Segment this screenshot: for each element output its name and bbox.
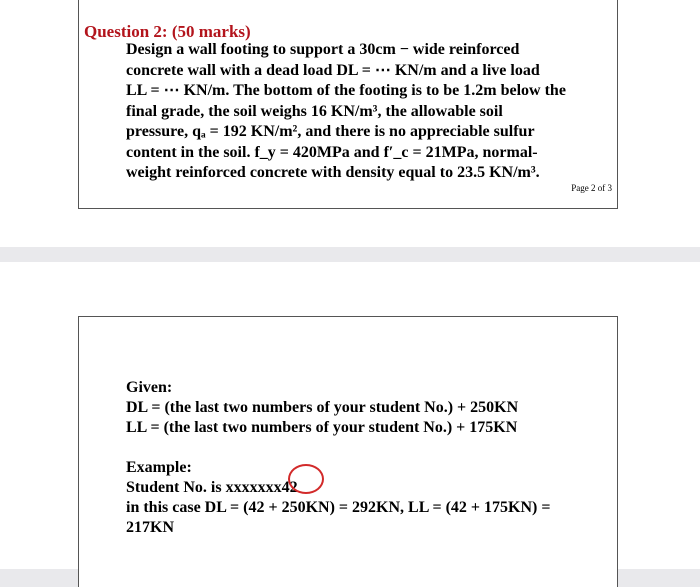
question-line-5: pressure, qₐ = 192 KN/m², and there is no appreciable sulfur bbox=[126, 123, 535, 140]
student-number-line: Student No. is xxxxxxx42 bbox=[126, 479, 298, 496]
question-line-1: Design a wall footing to support a 30cm − wide reinforced bbox=[126, 41, 520, 58]
question-line-6: content in the soil. f_y = 420MPa and f′_c = 21MPa, normal- bbox=[126, 143, 538, 161]
given-section bbox=[126, 378, 610, 538]
live-load-formula: LL = (the last two numbers of your student No.) + 175KN bbox=[126, 419, 518, 436]
highlight-circle-annotation bbox=[288, 464, 324, 494]
question-line-3: LL = ⋯ KN/m. The bottom of the footing is to be 1.2m below the bbox=[126, 82, 566, 99]
question-body bbox=[126, 40, 610, 184]
spacer bbox=[126, 438, 610, 458]
question-line-2: concrete wall with a dead load DL = ⋯ KN/m and a live load bbox=[126, 61, 540, 79]
question-line-4: final grade, the soil weighs 16 KN/m³, the allowable soil bbox=[126, 102, 503, 120]
dead-load-formula: DL = (the last two numbers of your student No.) + 250KN bbox=[126, 399, 519, 416]
calculation-line-2: 217KN bbox=[126, 519, 174, 536]
calculation-line-1: in this case DL = (42 + 250KN) = 292KN, LL = (42 + 175KN) = bbox=[126, 499, 551, 516]
page-number: Page 2 of 3 bbox=[571, 183, 612, 193]
given-heading: Given: bbox=[126, 379, 173, 396]
question-title: Question 2: (50 marks) bbox=[84, 22, 251, 41]
example-heading: Example: bbox=[126, 459, 192, 476]
question-line-7: weight reinforced concrete with density equal to 23.5 KN/m³. bbox=[126, 164, 540, 181]
